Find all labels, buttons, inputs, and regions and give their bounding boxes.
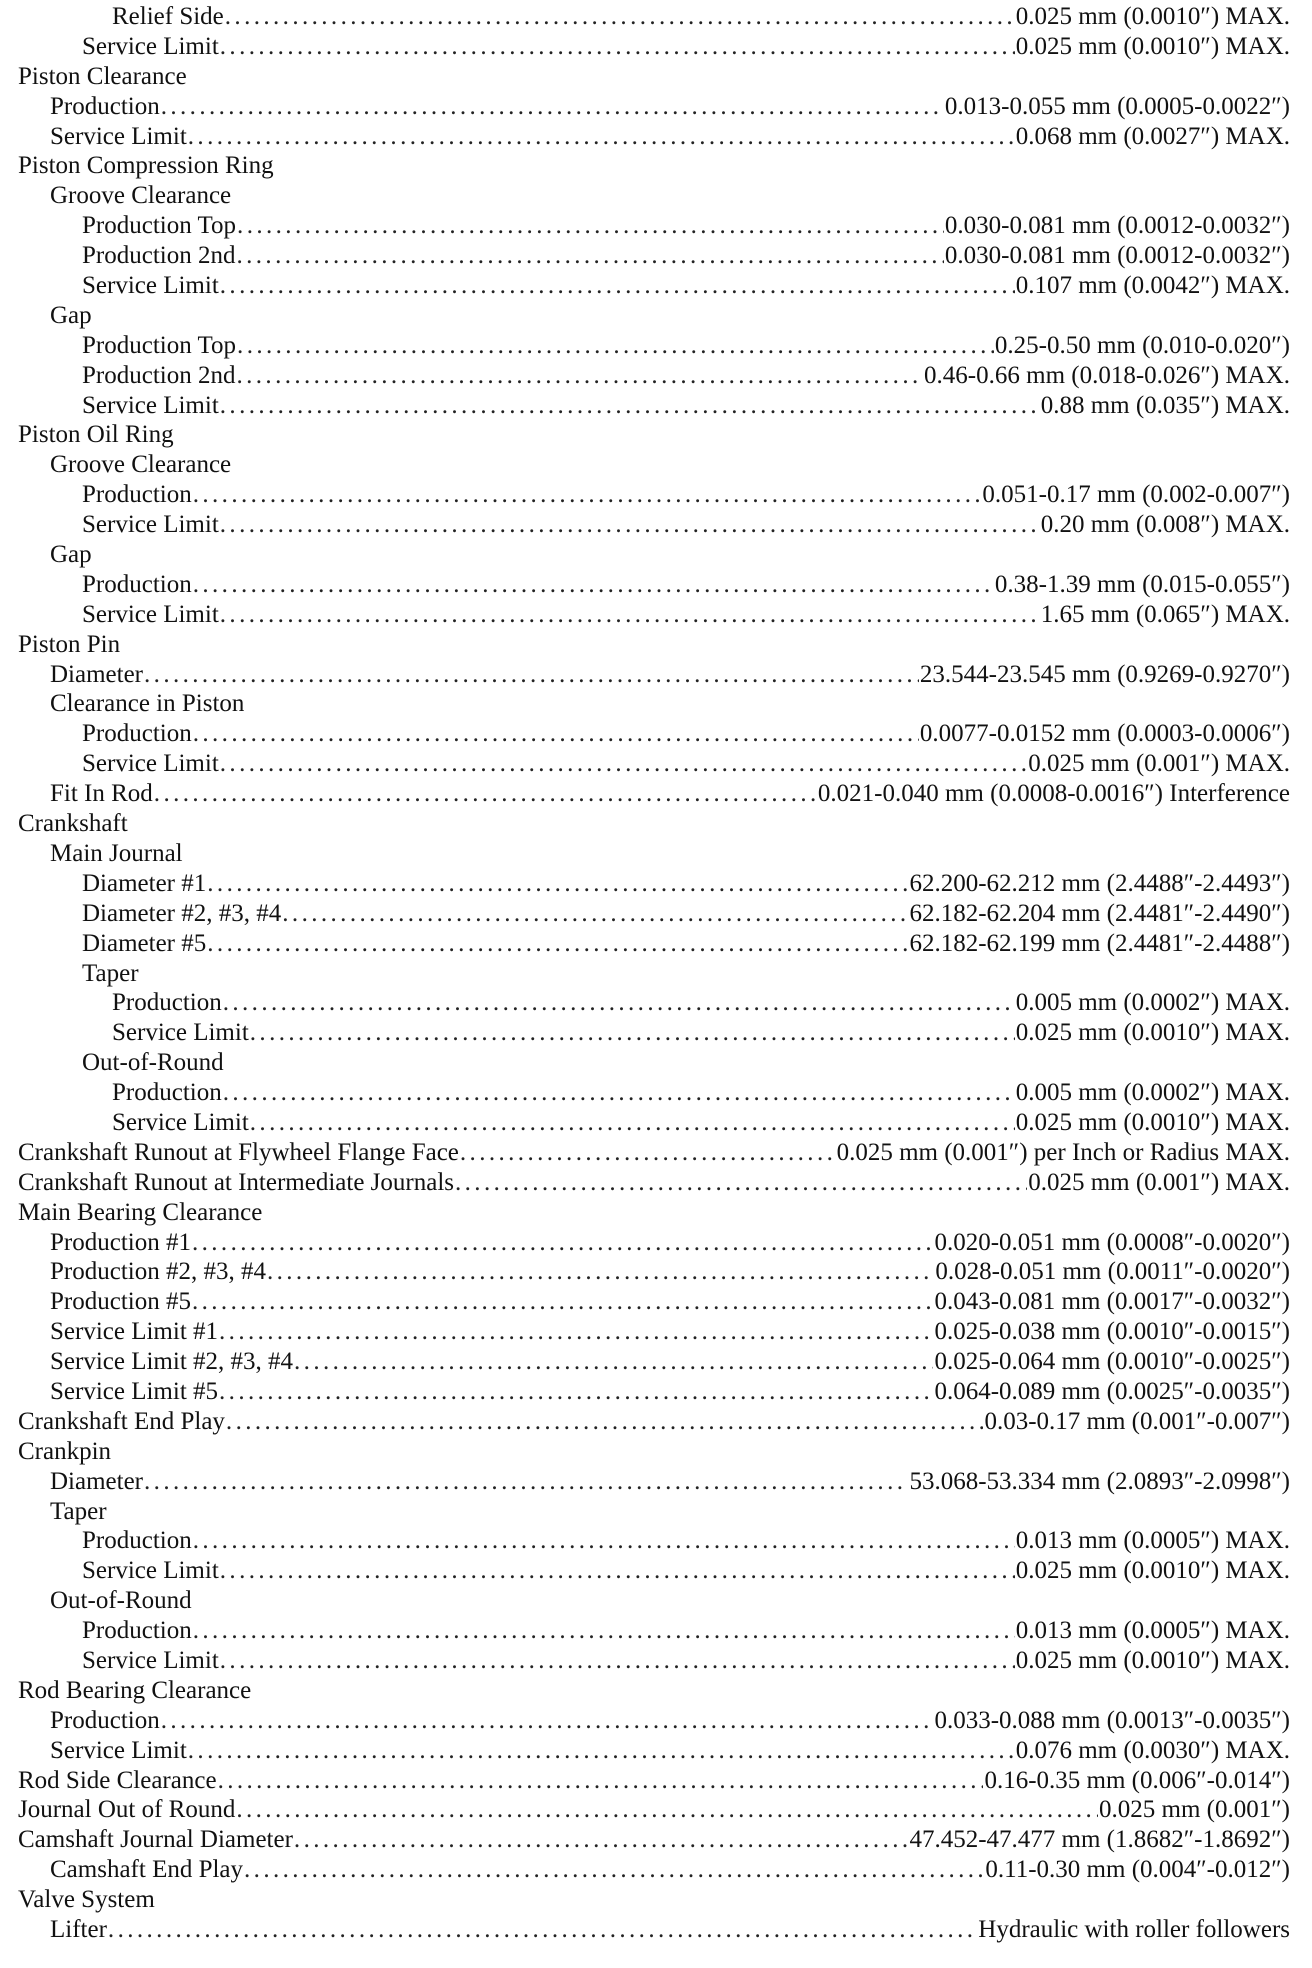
spec-row [18,899,1290,929]
spec-value: 0.025-0.064 mm (0.0010″-0.0025″) [934,1348,1290,1376]
spec-value: 0.025 mm (0.0010″) MAX. [1015,1557,1290,1585]
spec-label: Production #2, #3, #4 [50,1258,266,1286]
dot-leader [250,1018,1015,1048]
spec-row [18,749,1290,779]
spec-row [18,1467,1290,1497]
spec-value: 0.025 mm (0.0010″) MAX. [1015,32,1290,60]
dot-leader [193,570,994,600]
spec-label: Groove Clearance [50,451,232,479]
spec-row [18,1078,1290,1108]
spec-label: Camshaft End Play [50,1856,244,1884]
spec-value: 0.25-0.50 mm (0.010-0.020″) [994,331,1290,359]
spec-row [18,988,1290,1018]
spec-label: Production [50,92,160,120]
dot-leader [244,1855,984,1885]
spec-row [18,361,1290,391]
spec-label: Service Limit [82,391,219,419]
spec-value: 0.107 mm (0.0042″) MAX. [1015,272,1290,300]
spec-label: Diameter #5 [82,929,207,957]
dot-leader [193,480,982,510]
spec-row [18,1287,1290,1317]
spec-label: Journal Out of Round [18,1796,236,1824]
spec-label: Production 2nd [82,242,236,270]
spec-value: 0.88 mm (0.035″) MAX. [1040,391,1290,419]
dot-leader [220,510,1040,540]
dot-leader [294,1347,933,1377]
spec-row [18,779,1290,809]
spec-label: Production [82,481,192,509]
dot-leader [144,660,919,690]
spec-label: Production [50,1706,160,1734]
spec-row [18,719,1290,749]
spec-section-heading [18,450,1290,480]
spec-label: Service Limit [82,32,219,60]
spec-label: Production #5 [50,1288,191,1316]
spec-label: Relief Side [112,3,224,30]
dot-leader [192,1287,934,1317]
spec-row [18,241,1290,271]
spec-value: 0.013-0.055 mm (0.0005-0.0022″) [944,92,1290,120]
spec-row [18,480,1290,510]
spec-row [18,1257,1290,1287]
dot-leader [225,2,1015,32]
spec-section-heading [18,1497,1290,1527]
spec-row [18,600,1290,630]
spec-section-heading [18,420,1290,450]
dot-leader [220,391,1040,421]
dot-leader [226,1407,984,1437]
spec-label: Main Bearing Clearance [18,1198,263,1226]
dot-leader [144,1467,908,1497]
spec-section-heading [18,689,1290,719]
dot-leader [250,1108,1015,1138]
spec-label: Service Limit [112,1019,249,1047]
dot-leader [220,271,1015,301]
spec-value: 0.03-0.17 mm (0.001″-0.007″) [984,1407,1290,1435]
spec-value: 47.452-47.477 mm (1.8682″-1.8692″) [909,1826,1290,1854]
spec-value: 0.38-1.39 mm (0.015-0.055″) [994,570,1290,598]
dot-leader [161,1706,934,1736]
dot-leader [237,331,994,361]
spec-label: Rod Side Clearance [18,1766,217,1794]
spec-value: 0.064-0.089 mm (0.0025″-0.0035″) [934,1377,1290,1405]
spec-row [18,1138,1290,1168]
dot-leader [460,1138,836,1168]
dot-leader [192,1228,934,1258]
spec-section-heading [18,1586,1290,1616]
spec-value: 0.005 mm (0.0002″) MAX. [1015,1079,1290,1107]
spec-label: Production [82,570,192,598]
spec-row [18,1108,1290,1138]
dot-leader [193,1526,1015,1556]
spec-value: 0.20 mm (0.008″) MAX. [1040,511,1290,539]
spec-row [18,1556,1290,1586]
spec-row [18,211,1290,241]
dot-leader [237,211,944,241]
spec-label: Production #1 [50,1228,191,1256]
spec-value: 0.068 mm (0.0027″) MAX. [1015,122,1290,150]
spec-label: Camshaft Journal Diameter [18,1826,293,1854]
dot-leader [223,988,1015,1018]
spec-value: 0.025 mm (0.001″) MAX. [1028,750,1290,778]
spec-row [18,1168,1290,1198]
spec-row [18,1317,1290,1347]
spec-row [18,1526,1290,1556]
spec-label: Production [82,720,192,748]
spec-label: Fit In Rod [50,780,153,808]
spec-label: Crankshaft End Play [18,1407,225,1435]
spec-value: 0.013 mm (0.0005″) MAX. [1015,1617,1290,1645]
spec-value: 0.030-0.081 mm (0.0012-0.0032″) [944,212,1290,240]
spec-row [18,929,1290,959]
spec-value: 62.182-62.199 mm (2.4481″-2.4488″) [909,929,1290,957]
dot-leader [219,1377,933,1407]
dot-leader [188,122,1015,152]
spec-row [18,1795,1290,1825]
dot-leader [207,929,908,959]
dot-leader [219,1317,933,1347]
spec-label: Gap [50,541,92,569]
spec-section-heading [18,839,1290,869]
dot-leader [220,1646,1015,1676]
spec-label: Service Limit [82,600,219,628]
dot-leader [236,1795,1098,1825]
spec-value: 0.020-0.051 mm (0.0008″-0.0020″) [934,1228,1290,1256]
spec-row [18,122,1290,152]
spec-label: Service Limit #5 [50,1377,219,1405]
dot-leader [236,241,943,271]
spec-value: 53.068-53.334 mm (2.0893″-2.0998″) [909,1467,1290,1495]
spec-value: 0.025 mm (0.001″) [1099,1796,1290,1824]
spec-label: Out-of-Round [82,1049,224,1077]
spec-row [18,271,1290,301]
spec-label: Diameter #1 [82,869,207,897]
spec-row [18,1736,1290,1766]
spec-section-heading [18,1048,1290,1078]
spec-value: 62.182-62.204 mm (2.4481″-2.4490″) [909,899,1290,927]
spec-section-heading [18,540,1290,570]
dot-leader [108,1915,977,1945]
dot-leader [193,1616,1015,1646]
specification-list [18,2,1290,1945]
spec-label: Groove Clearance [50,182,232,210]
spec-label: Piston Clearance [18,62,187,90]
spec-value: 0.11-0.30 mm (0.004″-0.012″) [985,1856,1290,1884]
spec-value: 0.021-0.040 mm (0.0008-0.0016″) Interference [817,780,1290,808]
spec-section-heading [18,959,1290,989]
spec-label: Rod Bearing Clearance [18,1676,252,1704]
spec-value: 0.46-0.66 mm (0.018-0.026″) MAX. [924,361,1290,389]
spec-label: Clearance in Piston [50,690,245,718]
spec-value: 0.043-0.081 mm (0.0017″-0.0032″) [934,1288,1290,1316]
spec-row [18,331,1290,361]
spec-label: Service Limit [50,1736,187,1764]
spec-value: 0.028-0.051 mm (0.0011″-0.0020″) [935,1258,1290,1286]
spec-section-heading [18,630,1290,660]
dot-leader [223,1078,1015,1108]
spec-value: 0.0077-0.0152 mm (0.0003-0.0006″) [919,720,1290,748]
spec-row [18,1228,1290,1258]
spec-label: Production [112,989,222,1017]
spec-label: Lifter [50,1916,107,1943]
spec-label: Crankshaft Runout at Flywheel Flange Face [18,1138,459,1166]
spec-section-heading [18,1198,1290,1228]
spec-value: 0.025 mm (0.001″) MAX. [1028,1168,1290,1196]
dot-leader [220,32,1015,62]
dot-leader [220,749,1027,779]
spec-value: Hydraulic with roller followers [978,1916,1290,1943]
spec-label: Production [112,1079,222,1107]
spec-row [18,660,1290,690]
spec-label: Valve System [18,1886,155,1914]
spec-label: Service Limit [82,1646,219,1674]
spec-row [18,1646,1290,1676]
spec-value: 0.025 mm (0.0010″) MAX. [1015,3,1290,30]
dot-leader [161,92,944,122]
spec-value: 0.025-0.038 mm (0.0010″-0.0015″) [934,1318,1290,1346]
spec-row [18,1915,1290,1945]
spec-value: 0.025 mm (0.0010″) MAX. [1015,1019,1290,1047]
spec-section-heading [18,1676,1290,1706]
spec-row [18,1407,1290,1437]
spec-row [18,869,1290,899]
spec-value: 0.005 mm (0.0002″) MAX. [1015,989,1290,1017]
spec-label: Crankpin [18,1437,112,1465]
dot-leader [282,899,908,929]
spec-row [18,2,1290,32]
spec-value: 0.16-0.35 mm (0.006″-0.014″) [984,1766,1290,1794]
spec-label: Gap [50,301,92,329]
spec-label: Production [82,1527,192,1555]
spec-row [18,510,1290,540]
spec-label: Crankshaft Runout at Intermediate Journals [18,1168,454,1196]
spec-label: Production Top [82,331,237,359]
dot-leader [188,1736,1015,1766]
spec-label: Taper [82,959,139,987]
spec-section-heading [18,181,1290,211]
spec-label: Main Journal [50,839,183,867]
spec-label: Service Limit [50,122,187,150]
spec-label: Crankshaft [18,810,128,838]
spec-label: Production Top [82,212,237,240]
spec-label: Service Limit [112,1108,249,1136]
dot-leader [236,361,923,391]
spec-row [18,92,1290,122]
spec-row [18,1347,1290,1377]
dot-leader [220,600,1040,630]
spec-label: Production 2nd [82,361,236,389]
spec-value: 0.025 mm (0.0010″) MAX. [1015,1646,1290,1674]
spec-row [18,1377,1290,1407]
spec-row [18,391,1290,421]
spec-label: Piston Pin [18,630,121,658]
spec-value: 0.051-0.17 mm (0.002-0.007″) [982,481,1290,509]
spec-section-heading [18,151,1290,181]
spec-label: Production [82,1617,192,1645]
spec-row [18,1018,1290,1048]
spec-label: Piston Compression Ring [18,152,274,180]
spec-value: 23.544-23.545 mm (0.9269-0.9270″) [919,660,1290,688]
spec-label: Diameter #2, #3, #4 [82,899,282,927]
spec-value: 0.025 mm (0.001″) per Inch or Radius MAX. [836,1138,1290,1166]
spec-label: Taper [50,1497,107,1525]
spec-label: Diameter [50,1467,144,1495]
dot-leader [294,1825,909,1855]
spec-row [18,1825,1290,1855]
spec-row [18,1766,1290,1796]
spec-label: Service Limit [82,1557,219,1585]
spec-row [18,1855,1290,1885]
spec-label: Service Limit #2, #3, #4 [50,1348,294,1376]
spec-value: 0.033-0.088 mm (0.0013″-0.0035″) [934,1706,1290,1734]
spec-row [18,1706,1290,1736]
spec-section-heading [18,1885,1290,1915]
spec-value: 0.025 mm (0.0010″) MAX. [1015,1108,1290,1136]
spec-value: 0.030-0.081 mm (0.0012-0.0032″) [944,242,1290,270]
spec-row [18,32,1290,62]
spec-section-heading [18,1437,1290,1467]
dot-leader [220,1556,1015,1586]
spec-row [18,1616,1290,1646]
spec-label: Service Limit #1 [50,1318,219,1346]
spec-label: Service Limit [82,750,219,778]
dot-leader [455,1168,1027,1198]
spec-label: Service Limit [82,272,219,300]
spec-section-heading [18,301,1290,331]
spec-value: 1.65 mm (0.065″) MAX. [1040,600,1290,628]
spec-row [18,570,1290,600]
spec-value: 0.013 mm (0.0005″) MAX. [1015,1527,1290,1555]
spec-section-heading [18,62,1290,92]
spec-label: Piston Oil Ring [18,421,174,449]
spec-section-heading [18,809,1290,839]
spec-value: 0.076 mm (0.0030″) MAX. [1015,1736,1290,1764]
dot-leader [267,1257,934,1287]
dot-leader [207,869,908,899]
dot-leader [218,1766,984,1796]
spec-label: Diameter [50,660,144,688]
dot-leader [154,779,817,809]
spec-value: 62.200-62.212 mm (2.4488″-2.4493″) [909,869,1290,897]
dot-leader [193,719,919,749]
spec-label: Out-of-Round [50,1587,192,1615]
spec-label: Service Limit [82,511,219,539]
